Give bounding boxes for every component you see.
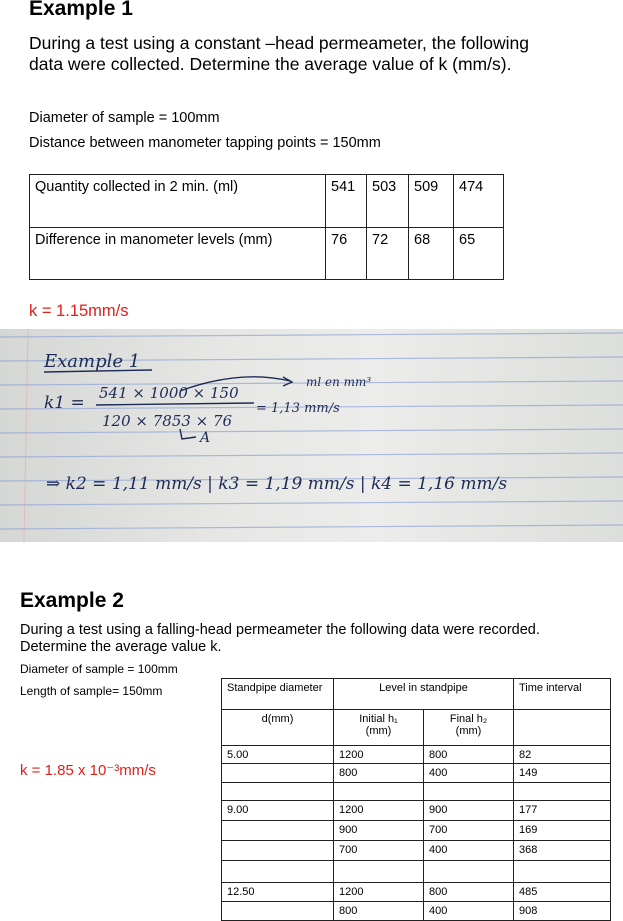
table-cell: 509	[409, 175, 454, 228]
row-label: Difference in manometer levels (mm)	[30, 228, 326, 280]
cell-t: 149	[514, 764, 611, 783]
header-time-blank	[514, 710, 611, 746]
header-level: Level in standpipe	[334, 679, 514, 710]
cell-t: 177	[514, 801, 611, 821]
cell-d: 9.00	[222, 801, 334, 821]
table-cell: 474	[454, 175, 504, 228]
example2-intro-line2: Determine the average value k.	[20, 639, 222, 655]
notebook-result: = 1,13 mm/s	[256, 401, 340, 416]
example1-answer: k = 1.15mm/s	[29, 302, 129, 320]
cell-h1: 900	[334, 821, 424, 841]
notebook-area-note: A	[200, 430, 211, 446]
header-initial	[334, 710, 424, 746]
example1-intro-line2: data were collected. Determine the average value of k (mm/s).	[29, 54, 512, 74]
cell-t: 82	[514, 746, 611, 764]
table-header-row	[222, 679, 611, 710]
table-row	[30, 228, 504, 280]
example2-intro-line1: During a test using a falling-head permeameter the following data were recorded.	[20, 622, 540, 638]
cell-h1: 1200	[334, 746, 424, 764]
notebook-heading: Example 1	[44, 351, 141, 372]
notebook-line2: ⇒ k2 = 1,11 mm/s | k3 = 1,19 mm/s | k4 = 1,16 mm/s	[46, 474, 508, 494]
table-row	[222, 883, 611, 902]
cell-h2: 400	[424, 902, 514, 921]
cell-d: 5.00	[222, 746, 334, 764]
table-spacer-row	[222, 861, 611, 883]
header-dmm: d(mm)	[222, 710, 334, 746]
row-label: Quantity collected in 2 min. (ml)	[30, 175, 326, 228]
table-row	[222, 841, 611, 861]
cell-h2: 400	[424, 764, 514, 783]
example2-answer: k = 1.85 x 10⁻³mm/s	[20, 762, 156, 779]
cell-h1: 1200	[334, 801, 424, 821]
notebook-photo	[0, 329, 623, 542]
cell-t: 169	[514, 821, 611, 841]
table-row	[30, 175, 504, 228]
example2-diameter: Diameter of sample = 100mm	[20, 662, 178, 676]
table-cell: 76	[326, 228, 367, 280]
cell-h2: 800	[424, 883, 514, 902]
cell-h2: 400	[424, 841, 514, 861]
example1-diameter: Diameter of sample = 100mm	[29, 110, 220, 126]
table-spacer-row	[222, 783, 611, 801]
example1-title: Example 1	[29, 0, 133, 20]
notebook-numerator: 541 × 1000 × 150	[99, 384, 239, 402]
cell-h2: 700	[424, 821, 514, 841]
table-row	[222, 764, 611, 783]
header-initial-label: Initial h₁	[359, 713, 398, 725]
cell-t: 908	[514, 902, 611, 921]
cell-h1: 800	[334, 764, 424, 783]
cell-t: 485	[514, 883, 611, 902]
notebook-units-note: ml en mm³	[306, 375, 372, 389]
header-time: Time interval	[514, 679, 611, 710]
cell-t: 368	[514, 841, 611, 861]
cell-d	[222, 764, 334, 783]
cell-h2: 900	[424, 801, 514, 821]
header-standpipe: Standpipe diameter	[222, 679, 334, 710]
example2-length: Length of sample= 150mm	[20, 684, 163, 698]
header-final-label: Final h₂	[449, 713, 488, 725]
notebook-k1: k1 =	[44, 393, 85, 413]
cell-d	[222, 902, 334, 921]
table-row	[222, 801, 611, 821]
example1-data-table	[29, 174, 504, 280]
example1-intro-line1: During a test using a constant –head permeameter, the following	[29, 33, 530, 53]
notebook-denominator: 120 × 7853 × 76	[102, 412, 233, 430]
example2-title: Example 2	[20, 589, 124, 612]
table-row	[222, 746, 611, 764]
table-subheader-row	[222, 710, 611, 746]
table-cell: 503	[367, 175, 409, 228]
table-row	[222, 821, 611, 841]
cell-d	[222, 821, 334, 841]
table-cell: 72	[367, 228, 409, 280]
cell-h1: 800	[334, 902, 424, 921]
header-final-unit: (mm)	[455, 725, 482, 737]
table-cell: 541	[326, 175, 367, 228]
example2-data-table	[221, 678, 611, 921]
example1-distance: Distance between manometer tapping points = 150mm	[29, 135, 381, 151]
header-final	[424, 710, 514, 746]
cell-d	[222, 841, 334, 861]
header-initial-unit: (mm)	[365, 725, 392, 737]
table-row	[222, 902, 611, 921]
table-cell: 68	[409, 228, 454, 280]
cell-h2: 800	[424, 746, 514, 764]
cell-d: 12.50	[222, 883, 334, 902]
table-cell: 65	[454, 228, 504, 280]
cell-h1: 700	[334, 841, 424, 861]
cell-h1: 1200	[334, 883, 424, 902]
